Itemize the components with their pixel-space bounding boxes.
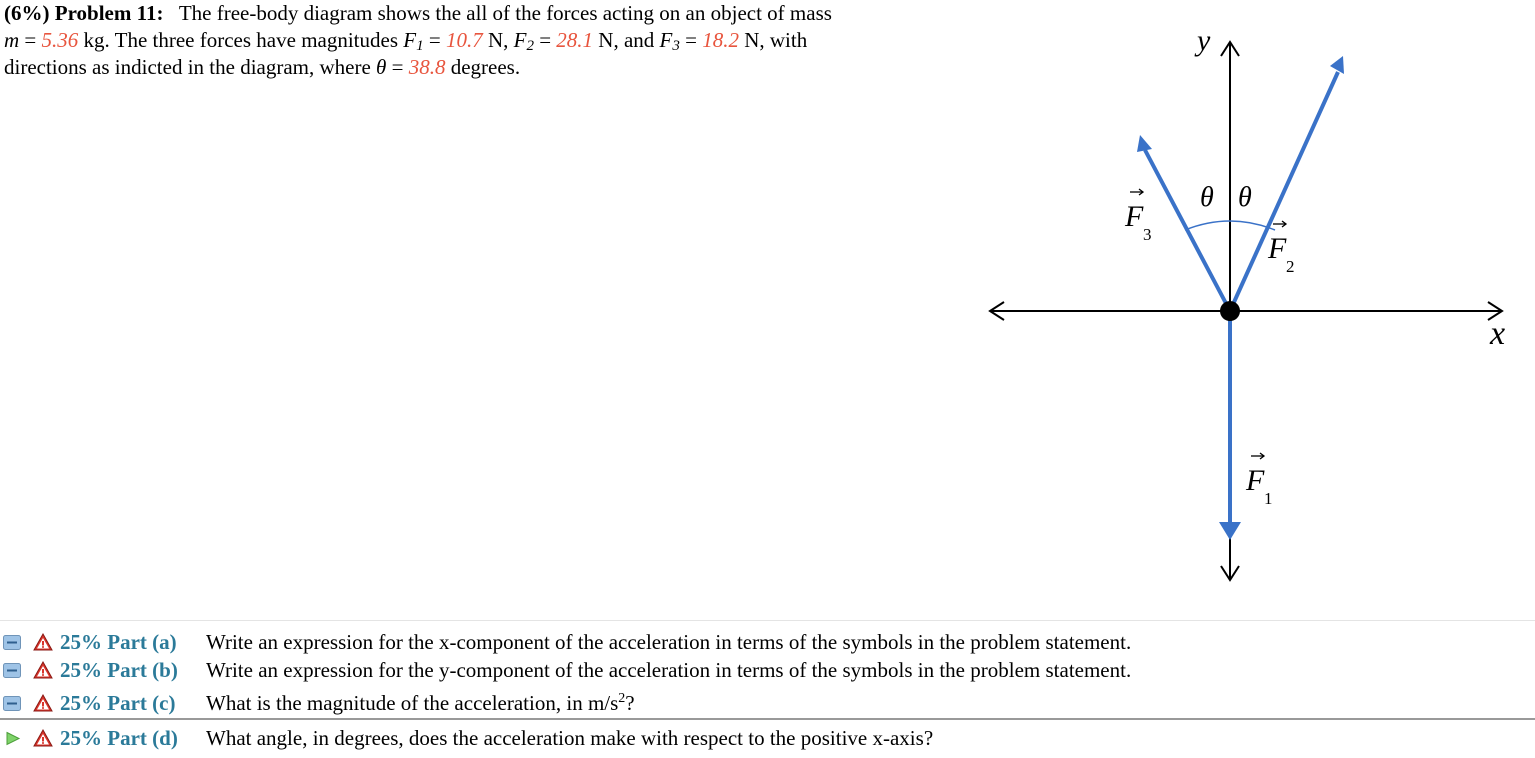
warning-icon xyxy=(33,633,53,651)
force1-arrowhead xyxy=(1219,522,1241,540)
part-a-text: Write an expression for the x-component of the acceleration in terms of the symbols in the problem statement. xyxy=(206,630,1132,654)
svg-text:F: F xyxy=(1125,200,1144,233)
f2-symbol: $F_2$ xyxy=(513,28,534,54)
force2-arrowhead xyxy=(1330,56,1344,74)
svg-text:F: F xyxy=(1246,464,1265,497)
part-c-row[interactable] xyxy=(0,688,1535,718)
theta-symbol: θ xyxy=(376,55,387,79)
theta-left-label: θ xyxy=(1200,182,1214,213)
part-d-label[interactable]: 25% Part (d) xyxy=(60,726,178,750)
problem-statement xyxy=(4,0,964,81)
problem-percent: (6%) xyxy=(4,1,50,25)
warning-icon xyxy=(33,694,53,712)
problem-line-3: directions as indicted in the diagram, where θ = 38.8 degrees. xyxy=(4,55,521,79)
problem-line3-start: directions as indicted in the diagram, where xyxy=(4,55,371,79)
part-a-label[interactable]: 25% Part (a) xyxy=(60,630,177,654)
theta-right-label: θ xyxy=(1238,182,1252,213)
problem-intro: The free-body diagram shows the all of the forces acting on an object of mass xyxy=(178,1,832,25)
collapse-icon[interactable] xyxy=(3,696,21,711)
part-a-row[interactable] xyxy=(0,627,1535,657)
collapse-icon[interactable] xyxy=(3,635,21,650)
active-part-divider xyxy=(0,718,1535,720)
theta-value: 38.8 xyxy=(408,55,446,79)
part-c-text: What is the magnitude of the acceleration, in $m/s^2$? xyxy=(206,691,635,715)
parts-top-divider xyxy=(0,620,1535,621)
mass-value: 5.36 xyxy=(41,28,79,52)
svg-text:3: 3 xyxy=(1143,225,1152,244)
mass-symbol: m xyxy=(4,28,20,52)
problem-tail: N, with xyxy=(744,28,808,52)
collapse-icon[interactable] xyxy=(3,663,21,678)
warning-icon xyxy=(33,729,53,747)
f3-symbol: $F_3$ xyxy=(659,28,680,54)
svg-text:2: 2 xyxy=(1286,257,1295,276)
force-vectors xyxy=(1137,56,1344,540)
problem-title: Problem 11: xyxy=(54,1,164,25)
force3-label xyxy=(1124,189,1152,244)
axis-y-label: y xyxy=(1197,24,1211,57)
problem-line-2: m = 5.36 kg. The three forces have magnitudes $F_1 = 10.7$ N, $F_2 = 28.1$ N, and $F_3 = 18.2$ N, with xyxy=(4,28,808,54)
force3-arrowhead xyxy=(1137,135,1152,152)
free-body-diagram xyxy=(960,0,1535,600)
expand-arrow-icon[interactable] xyxy=(3,731,21,746)
svg-text:1: 1 xyxy=(1264,489,1273,508)
part-b-row[interactable] xyxy=(0,655,1535,685)
part-d-text: What angle, in degrees, does the acceleration make with respect to the positive x-axis? xyxy=(206,726,934,750)
x-axis xyxy=(990,302,1502,320)
svg-text:F: F xyxy=(1268,232,1287,265)
warning-icon xyxy=(33,661,53,679)
force3-vector xyxy=(1145,150,1230,311)
problem-line-1 xyxy=(4,0,964,27)
mass-unit: kg. The three forces have magnitudes xyxy=(83,28,399,52)
theta-unit: degrees. xyxy=(450,55,521,79)
f1-symbol: $F_1$ xyxy=(403,28,424,54)
f2-value: 28.1 xyxy=(556,28,594,52)
part-c-label[interactable]: 25% Part (c) xyxy=(60,691,176,715)
part-b-label[interactable]: 25% Part (b) xyxy=(60,658,178,682)
part-b-text: Write an expression for the y-component of the acceleration in terms of the symbols in the problem statement. xyxy=(206,658,1132,682)
f1-value: 10.7 xyxy=(445,28,483,52)
axis-x-label: x xyxy=(1490,315,1506,352)
f3-value: 18.2 xyxy=(702,28,739,52)
force1-label xyxy=(1245,453,1273,508)
origin-point xyxy=(1220,301,1240,321)
part-d-row[interactable] xyxy=(0,723,1535,753)
